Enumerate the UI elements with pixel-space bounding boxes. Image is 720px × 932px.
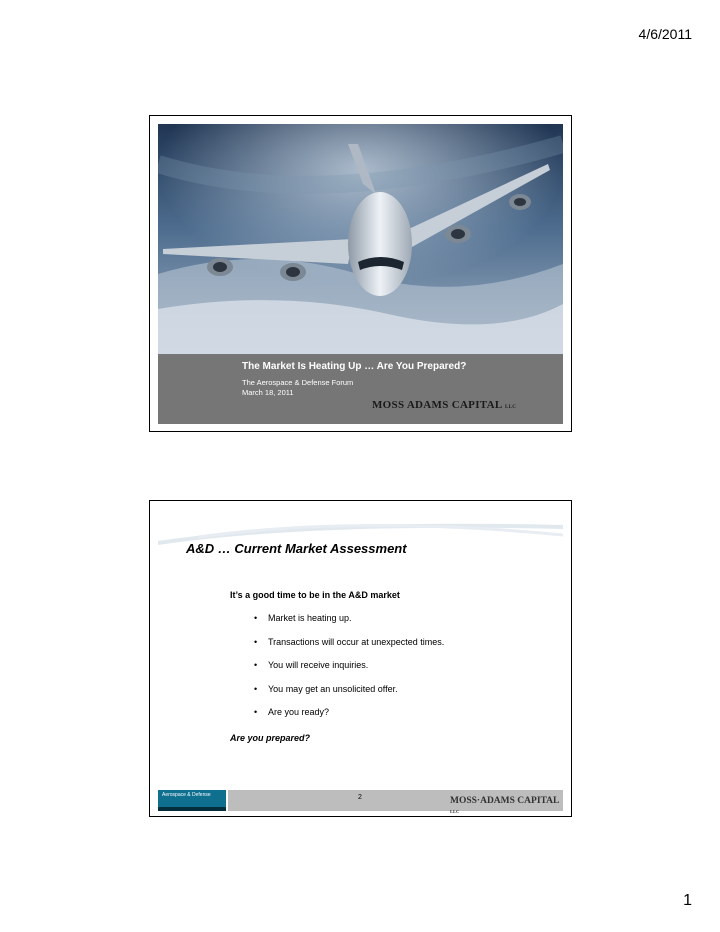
slide1-date: March 18, 2011 [242, 388, 294, 397]
footer-bar [228, 790, 563, 814]
header-date: 4/6/2011 [638, 26, 692, 42]
logo-suffix: LLC [450, 809, 460, 814]
moss-adams-logo [372, 399, 516, 411]
bullet-icon: • [254, 613, 258, 623]
moss-adams-logo [450, 796, 563, 816]
footer-label: Aerospace & Defense [162, 792, 211, 798]
slide1-title: The Market Is Heating Up … Are You Prepared? [242, 361, 467, 372]
content-slide [149, 500, 572, 817]
list-item: • Market is heating up. [254, 613, 352, 623]
footer-label-box [158, 790, 226, 811]
list-item: • You will receive inquiries. [254, 660, 369, 670]
logo-text: MOSS·ADAMS CAPITAL [450, 796, 559, 806]
title-slide [149, 115, 572, 432]
bullet-icon: • [254, 636, 258, 647]
footer-label-bar [158, 807, 226, 811]
list-item: • You may get an unsolicited offer. [254, 683, 398, 694]
bullet-list [254, 613, 444, 731]
logo-text: MOSS ADAMS CAPITAL [372, 399, 502, 411]
slide2-title: A&D … Current Market Assessment [186, 541, 407, 556]
slide2-closing: Are you prepared? [230, 733, 311, 743]
slide2-subtitle: It’s a good time to be in the A&D market [230, 590, 400, 600]
list-item: • Are you ready? [254, 707, 330, 717]
bullet-icon: • [254, 683, 258, 694]
slide1-subtitle: The Aerospace & Defense Forum [242, 378, 354, 387]
bullet-icon: • [254, 707, 258, 717]
slide-number: 2 [358, 794, 362, 801]
airplane-photo [158, 124, 563, 354]
bullet-icon: • [254, 660, 258, 670]
list-item: • Transactions will occur at unexpected times. [254, 636, 445, 647]
logo-suffix: LLC [504, 405, 517, 410]
page-number: 1 [683, 892, 692, 909]
